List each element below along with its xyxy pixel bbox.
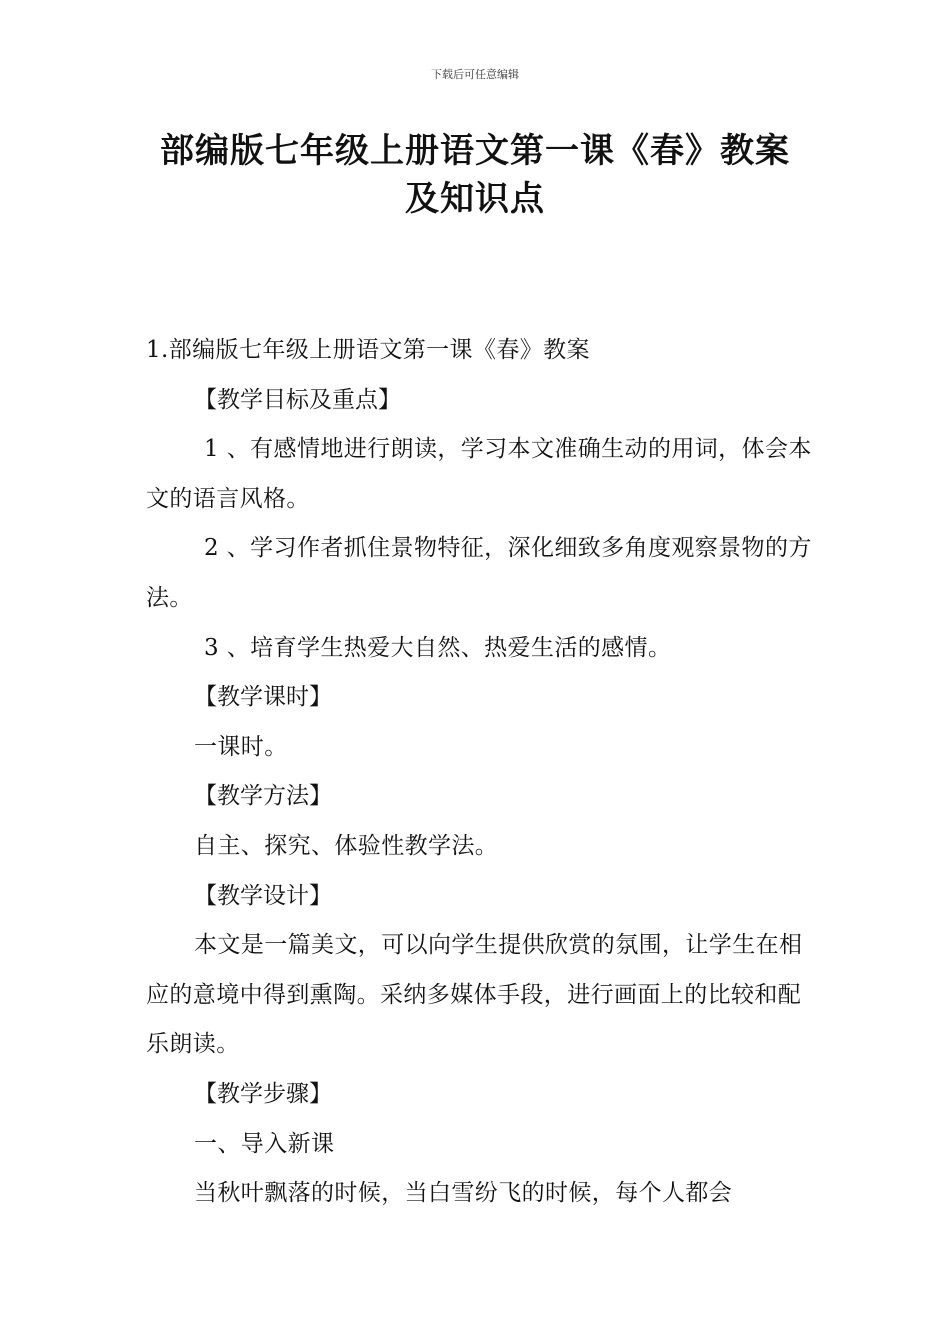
- document-body: [146, 326, 812, 1219]
- objective-item-1: 1 、有感情地进行朗读，学习本文准确生动的用词，体会本文的语言风格。: [146, 436, 812, 512]
- subheading-lesson-time: 【教学课时】: [194, 684, 332, 711]
- step-heading-1: 一、导入新课: [194, 1130, 335, 1157]
- lesson-time-text: 一课时。: [194, 733, 288, 760]
- document-title: [120, 127, 830, 223]
- title-line-2: 及知识点: [405, 179, 545, 219]
- method-text: 自主、探究、体验性教学法。: [194, 832, 499, 859]
- design-text: 本文是一篇美文，可以向学生提供欣赏的氛围，让学生在相应的意境中得到熏陶。采纳多媒体手段，进行画面上的比较和配乐朗读。: [146, 932, 803, 1058]
- step-text-1: 当秋叶飘落的时候，当白雪纷飞的时候，每个人都会: [194, 1180, 733, 1207]
- objective-item-2: 2 、学习作者抓住景物特征，深化细致多角度观察景物的方法。: [146, 535, 812, 611]
- subheading-objectives: 【教学目标及重点】: [194, 386, 401, 413]
- page-header-note: 下载后可任意编辑: [431, 68, 519, 81]
- title-line-1: 部编版七年级上册语文第一课《春》教案: [160, 131, 790, 171]
- section-heading: 1.部编版七年级上册语文第一课《春》教案: [146, 337, 590, 363]
- subheading-steps: 【教学步骤】: [194, 1080, 332, 1107]
- subheading-method: 【教学方法】: [194, 783, 332, 810]
- subheading-design: 【教学设计】: [194, 882, 332, 909]
- objective-item-3: 3 、培育学生热爱大自然、热爱生活的感情。: [204, 634, 672, 661]
